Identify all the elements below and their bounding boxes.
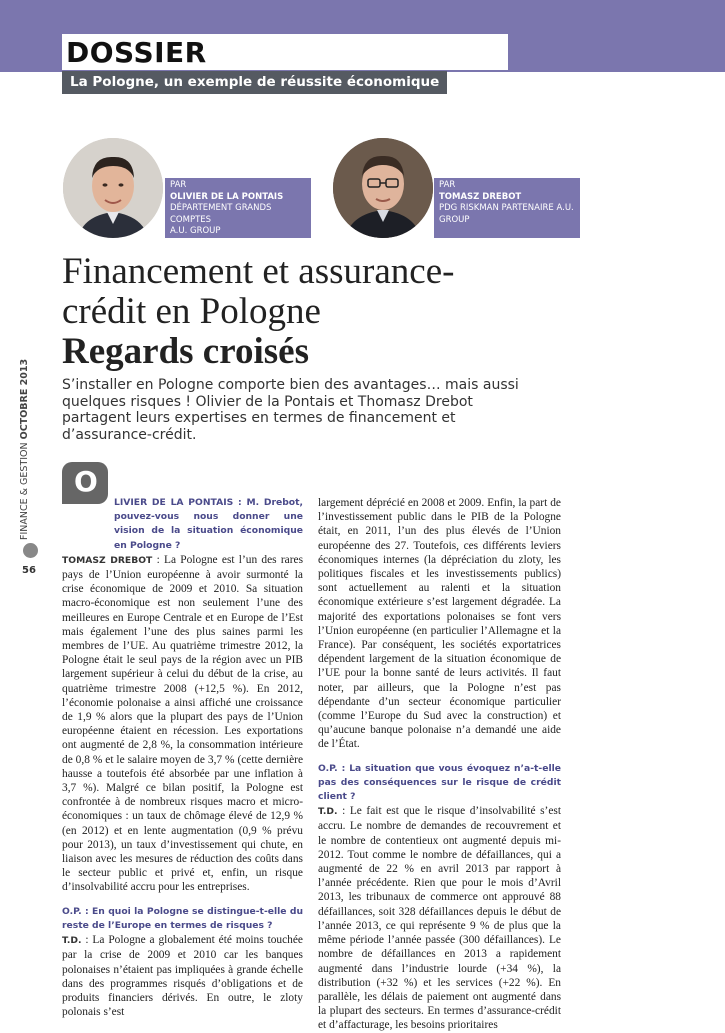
author-2-par: PAR (439, 180, 456, 190)
answer-3: : Le fait est que le risque d’insolvabilité s’est accru. Le nombre de demandes de recouvrement et le nombre de contentieux ont augmenté depuis mi-2012. Tout comme le nombre de défaillances, qui a augmenté de 22 % en avril 2013 par rapport à l’année précédente. Rien que pour le mois d’Avril 2013, les tribunaux de commerce ont approuvé 88 défaillances, soit 328 défaillances depuis le début de l’année 2013, ce qui représente 9 % de plus que la même période l’année passée (300 défaillances). Le nombre de défaillances en 2013 a rapidement augmenté dans l’industrie lourde (+34 %), la distribution (+32 %) et les services (+22 %). En parallèle, les délais de paiement ont augmenté dans la plupart des secteurs. En termes d’assurance-crédit et d’affacturage, les besoins prioritaires (318, 805, 561, 1032)
article-title (62, 252, 454, 372)
author-1-name: OLIVIER DE LA PONTAIS (170, 191, 284, 202)
answer-1-speaker: TOMASZ DREBOT (62, 554, 153, 566)
author-1-org: A.U. GROUP (170, 226, 221, 236)
author-photo-2 (333, 138, 433, 238)
answer-2-speaker: T.D. (62, 935, 82, 947)
answer-2: : La Pologne a globalement été moins touchée par la crise de 2009 et 2010 car les banques polonaises n’étaient pas impliquées à grande échelle dans des programmes risqués d’obligations et de produits financiers dérivés. En outre, le zloty polonais s’est (62, 934, 303, 1019)
author-1-role: DÉPARTEMENT GRANDS COMPTES (170, 203, 272, 225)
page-marker-icon (23, 543, 38, 558)
portrait-icon (333, 138, 433, 238)
title-line-3: Regards croisés (62, 331, 309, 372)
author-2-role: PDG RISKMAN PARTENAIRE A.U. GROUP (439, 203, 574, 225)
portrait-icon (63, 138, 163, 238)
author-2-name: TOMASZ DREBOT (439, 191, 522, 202)
author-1-par: PAR (170, 180, 187, 190)
question-1: LIVIER DE LA PONTAIS : M. Drebot, pouvez-vous nous donner une vision de la situation économique en Pologne ? (114, 497, 303, 551)
question-3: O.P. : La situation que vous évoquez n’a-t-elle pas des conséquences sur le risque de crédit client ? (318, 762, 561, 803)
author-photo-1 (63, 138, 163, 238)
question-2: O.P. : En quoi la Pologne se distingue-t-elle du reste de l’Europe en termes de risques ? (62, 905, 303, 931)
title-line-2: crédit en Pologne (62, 291, 321, 332)
author-box-2 (434, 178, 580, 238)
author-box-1 (165, 178, 311, 238)
page-number: 56 (22, 565, 36, 576)
folio-publication: FINANCE & GESTION (19, 442, 30, 540)
dropcap-letter: O (74, 465, 98, 498)
section-title: DOSSIER (66, 36, 207, 69)
title-line-1: Financement et assurance- (62, 251, 455, 292)
article-column-1 (62, 496, 303, 1019)
folio-date: OCTOBRE 2013 (19, 358, 30, 440)
answer-1: : La Pologne est l’un des rares pays de l’Union européenne à avoir surmonté la crise économique de 2009 et 2010. Sa situation macro-économique est non seulement l’une des meilleures en Europe Centrale et en Europe de l’Est mais également l’une des plus saines parmi les membres de l’UE. Au quatrième trimestre 2012, la Pologne était le seul pays de la région avec un PIB largement supérieur à celui du début de la crise, au quatrième trimestre 2008 (+12,5 %). En 2012, l’économie polonaise a ainsi affiché une croissance de 1,9 % alors que la plupart des pays de l’Union européenne étaient en récession. Les exportations ont augmenté de 2,8 %, la consommation intérieure de 0,8 % et le salaire moyen de 3,7 % (cette dernière hausse a toutefois été absorbée par une inflation à 3,7 %). Malgré ce bilan positif, la Pologne est confrontée à de nombreux risques macro et micro-économiques : un taux de chômage élevé de 12,9 % (en 2012) et en lente augmentation (0,9 % prévu pour 2013), un taux d’investissement qui chute, en liaison avec les mesures de réduction des coûts dans le secteur public et privé et, enfin, un risque d’insolvabilité accru pour les entreprises. (62, 553, 304, 894)
article-column-2 (318, 496, 561, 1033)
folio-text (19, 359, 30, 540)
dossier-subtitle: La Pologne, un exemple de réussite économique (62, 71, 447, 94)
answer-3-speaker: T.D. (318, 806, 338, 818)
answer-2-continued: largement déprécié en 2008 et 2009. Enfin, la part de l’investissement public dans le PIB de la Pologne était, en 2011, l’un des plus élevés de l’Union européenne des 27. Toutefois, ces différents leviers économiques internes (la dépréciation du zloty, les politiques fiscales et les investissements publics) sont actuellement au ralenti et la situation économique extérieure s’est largement dégradée. La majorité des exportations polonaises se font vers l’Union européenne (en particulier l’Allemagne et la France). Par conséquent, les sociétés exportatrices dépendent largement de la situation économique de l’UE pour la bonne santé de leurs activités. Il faut noter, par ailleurs, que la Pologne n’est pas dépendante d’un secteur économique particulier (comme l’Europe du Sud avec la construction) et qu’aucune banque polonaise n’a demandé une aide de l’État. (318, 497, 561, 751)
article-lead: S’installer en Pologne comporte bien des avantages… mais aussi quelques risques ! Olivier de la Pontais et Thomasz Drebot partagent leurs expertises en termes de financement et d’assurance-crédit. (62, 377, 519, 443)
